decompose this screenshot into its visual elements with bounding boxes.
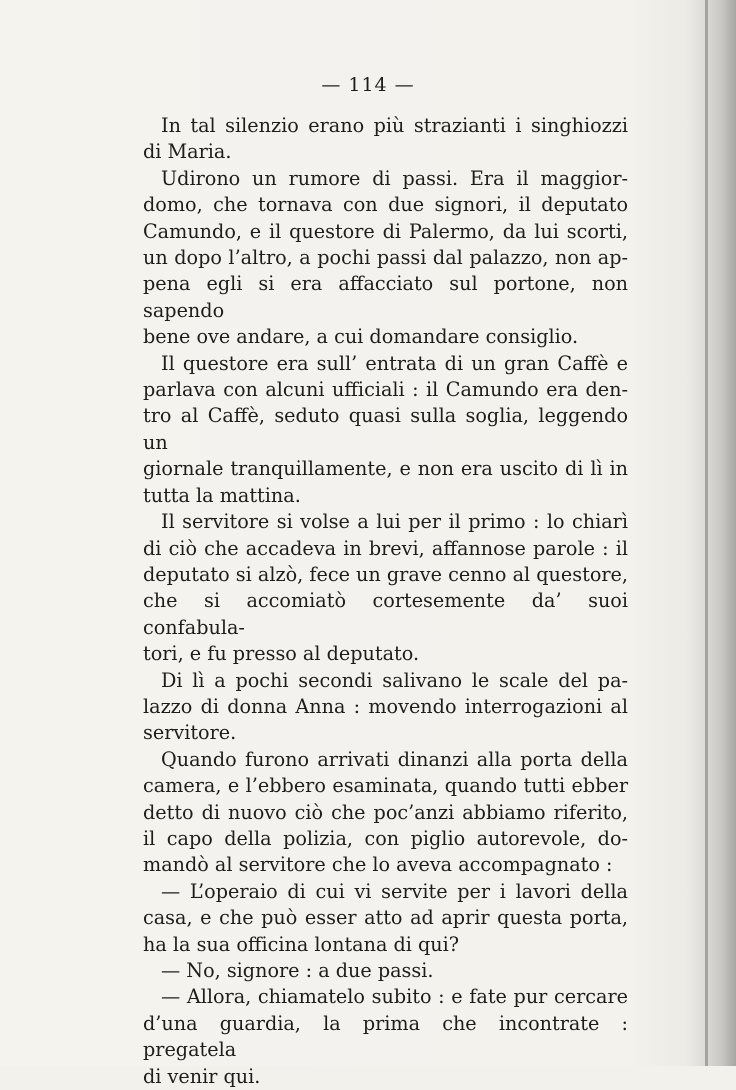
text-line: di ciò che accadeva in brevi, affannose parole : il: [143, 536, 628, 560]
text-line: bene ove andare, a cui domandare consiglio.: [143, 325, 579, 349]
page-edge-shadow: [688, 0, 736, 1066]
text-line: d’una guardia, la prima che incontrate : pregatela: [143, 1011, 628, 1062]
text-line: Di lì a pochi secondi salivano le scale del pa-: [161, 668, 628, 692]
text-line: Udirono un rumore di passi. Era il maggior-: [161, 166, 628, 190]
text-line: mandò al servitore che lo aveva accompagnato :: [143, 853, 613, 877]
text-line: Il servitore si volse a lui per il primo : lo chiarì: [161, 510, 628, 534]
text-line: casa, e che può esser atto ad aprir questa porta,: [143, 906, 628, 930]
text-line: che si accomiatò cortesemente da’ suoi confabula-: [143, 589, 628, 639]
text-line: di Maria.: [143, 140, 232, 164]
text-line: pena egli si era affacciato sul portone, non sapendo: [143, 272, 628, 322]
text-line: tro al Caffè, seduto quasi sulla soglia, leggendo un: [143, 404, 628, 454]
page-number: — 114 —: [321, 74, 415, 96]
text-line: domo, che tornava con due signori, il deputato: [143, 193, 628, 217]
text-line: deputato si alzò, fece un grave cenno al questore,: [143, 562, 628, 586]
text-line: Il questore era sull’ entrata di un gran Caffè e: [161, 351, 628, 375]
text-line: giornale tranquillamente, e non era uscito di lì in: [143, 457, 628, 481]
text-line: il capo della polizia, con piglio autorevole, do-: [143, 826, 628, 850]
page-text: [143, 113, 628, 1090]
text-line: In tal silenzio erano più strazianti i singhiozzi: [161, 114, 628, 137]
text-line: tori, e fu presso al deputato.: [143, 642, 420, 666]
text-line: parlava con alcuni ufficiali : il Camundo era den-: [143, 378, 628, 402]
text-line: — Allora, chiamatelo subito : e fate pur cercare: [161, 985, 628, 1009]
text-line: un dopo l’altro, a pochi passi dal palazzo, non ap-: [143, 246, 628, 270]
text-line: — No, signore : a due passi.: [161, 959, 434, 982]
text-line: di venir qui.: [143, 1064, 261, 1088]
text-line: ha la sua officina lontana di qui?: [143, 932, 460, 956]
text-line: servitore.: [143, 721, 237, 745]
text-line: Quando furono arrivati dinanzi alla porta della: [161, 747, 628, 771]
text-line: camera, e l’ebbero esaminata, quando tutti ebber: [143, 774, 628, 798]
text-line: tutta la mattina.: [143, 483, 301, 507]
text-line: — L’operaio di cui vi servite per i lavori della: [161, 879, 628, 903]
page-binding-line: [705, 0, 708, 1066]
text-line: detto di nuovo ciò che poc’anzi abbiamo riferito,: [143, 800, 628, 824]
text-line: lazzo di donna Anna : movendo interrogazioni al: [143, 694, 628, 718]
text-line: Camundo, e il questore di Palermo, da lui scorti,: [143, 219, 628, 243]
